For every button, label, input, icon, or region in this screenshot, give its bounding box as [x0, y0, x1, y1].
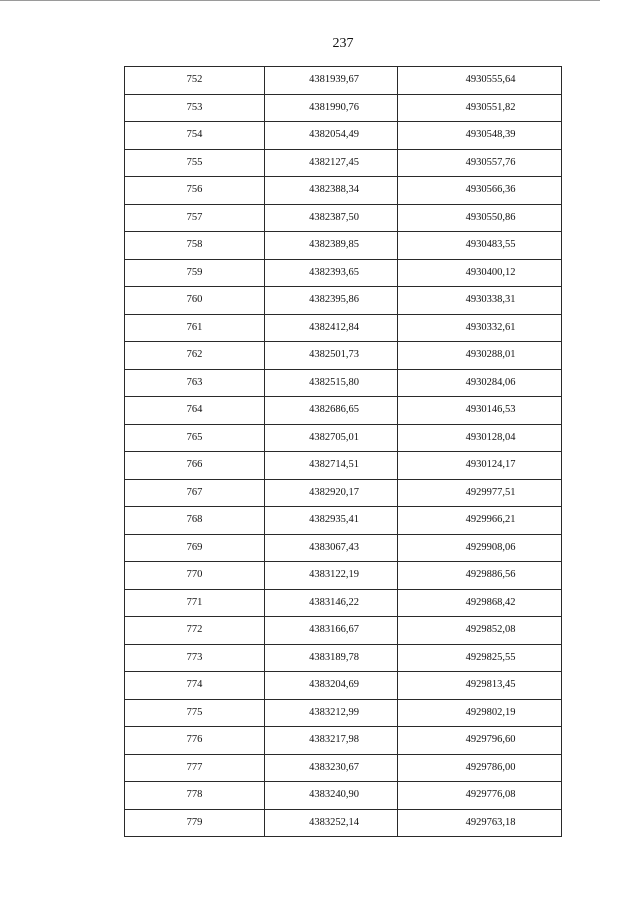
table-row	[125, 562, 562, 590]
point-number-cell: 767	[125, 479, 265, 507]
y-coordinate-cell: 4930288,01	[398, 342, 562, 370]
y-coordinate-cell: 4930332,61	[398, 314, 562, 342]
x-coordinate-cell: 4383204,69	[265, 672, 398, 700]
x-coordinate-cell: 4382395,86	[265, 287, 398, 315]
point-number-cell: 761	[125, 314, 265, 342]
x-coordinate-cell: 4383067,43	[265, 534, 398, 562]
table-row	[125, 232, 562, 260]
point-number-cell: 762	[125, 342, 265, 370]
table-row	[125, 809, 562, 837]
x-coordinate-cell: 4382388,34	[265, 177, 398, 205]
x-coordinate-cell: 4383166,67	[265, 617, 398, 645]
point-number-cell: 769	[125, 534, 265, 562]
table-row	[125, 589, 562, 617]
x-coordinate-cell: 4382127,45	[265, 149, 398, 177]
table-row	[125, 94, 562, 122]
point-number-cell: 752	[125, 67, 265, 95]
table-row	[125, 259, 562, 287]
x-coordinate-cell: 4383122,19	[265, 562, 398, 590]
table-row	[125, 479, 562, 507]
x-coordinate-cell: 4383252,14	[265, 809, 398, 837]
point-number-cell: 777	[125, 754, 265, 782]
table-row	[125, 534, 562, 562]
x-coordinate-cell: 4383146,22	[265, 589, 398, 617]
x-coordinate-cell: 4382389,85	[265, 232, 398, 260]
point-number-cell: 778	[125, 782, 265, 810]
table-row	[125, 782, 562, 810]
table-row	[125, 177, 562, 205]
y-coordinate-cell: 4930146,53	[398, 397, 562, 425]
y-coordinate-cell: 4930551,82	[398, 94, 562, 122]
y-coordinate-cell: 4929966,21	[398, 507, 562, 535]
x-coordinate-cell: 4382935,41	[265, 507, 398, 535]
point-number-cell: 766	[125, 452, 265, 480]
top-rule	[0, 0, 600, 1]
x-coordinate-cell: 4382714,51	[265, 452, 398, 480]
y-coordinate-cell: 4929796,60	[398, 727, 562, 755]
x-coordinate-cell: 4383189,78	[265, 644, 398, 672]
point-number-cell: 763	[125, 369, 265, 397]
y-coordinate-cell: 4930128,04	[398, 424, 562, 452]
point-number-cell: 768	[125, 507, 265, 535]
point-number-cell: 770	[125, 562, 265, 590]
x-coordinate-cell: 4382920,17	[265, 479, 398, 507]
point-number-cell: 774	[125, 672, 265, 700]
y-coordinate-cell: 4929886,56	[398, 562, 562, 590]
y-coordinate-cell: 4930284,06	[398, 369, 562, 397]
table-row	[125, 617, 562, 645]
x-coordinate-cell: 4383230,67	[265, 754, 398, 782]
x-coordinate-cell: 4382054,49	[265, 122, 398, 150]
x-coordinate-cell: 4381990,76	[265, 94, 398, 122]
y-coordinate-cell: 4929908,06	[398, 534, 562, 562]
table-row	[125, 314, 562, 342]
point-number-cell: 757	[125, 204, 265, 232]
x-coordinate-cell: 4382501,73	[265, 342, 398, 370]
y-coordinate-cell: 4930483,55	[398, 232, 562, 260]
table-row	[125, 149, 562, 177]
table-row	[125, 424, 562, 452]
table-row	[125, 397, 562, 425]
table-row	[125, 369, 562, 397]
y-coordinate-cell: 4930400,12	[398, 259, 562, 287]
point-number-cell: 760	[125, 287, 265, 315]
table-row	[125, 672, 562, 700]
point-number-cell: 754	[125, 122, 265, 150]
y-coordinate-cell: 4929868,42	[398, 589, 562, 617]
point-number-cell: 764	[125, 397, 265, 425]
y-coordinate-cell: 4929786,00	[398, 754, 562, 782]
x-coordinate-cell: 4383240,90	[265, 782, 398, 810]
y-coordinate-cell: 4930548,39	[398, 122, 562, 150]
table-row	[125, 287, 562, 315]
table-row	[125, 699, 562, 727]
coordinates-table	[124, 66, 562, 837]
x-coordinate-cell: 4382393,65	[265, 259, 398, 287]
table-row	[125, 452, 562, 480]
table-row	[125, 342, 562, 370]
x-coordinate-cell: 4382705,01	[265, 424, 398, 452]
point-number-cell: 755	[125, 149, 265, 177]
point-number-cell: 765	[125, 424, 265, 452]
x-coordinate-cell: 4381939,67	[265, 67, 398, 95]
point-number-cell: 758	[125, 232, 265, 260]
table-row	[125, 507, 562, 535]
point-number-cell: 759	[125, 259, 265, 287]
y-coordinate-cell: 4930555,64	[398, 67, 562, 95]
y-coordinate-cell: 4929763,18	[398, 809, 562, 837]
table-row	[125, 122, 562, 150]
x-coordinate-cell: 4382387,50	[265, 204, 398, 232]
x-coordinate-cell: 4382686,65	[265, 397, 398, 425]
x-coordinate-cell: 4382515,80	[265, 369, 398, 397]
y-coordinate-cell: 4930557,76	[398, 149, 562, 177]
point-number-cell: 775	[125, 699, 265, 727]
y-coordinate-cell: 4929813,45	[398, 672, 562, 700]
x-coordinate-cell: 4383217,98	[265, 727, 398, 755]
point-number-cell: 771	[125, 589, 265, 617]
table-row	[125, 727, 562, 755]
table-row	[125, 67, 562, 95]
table-row	[125, 204, 562, 232]
page-number: 237	[332, 36, 354, 51]
point-number-cell: 773	[125, 644, 265, 672]
y-coordinate-cell: 4930124,17	[398, 452, 562, 480]
y-coordinate-cell: 4930550,86	[398, 204, 562, 232]
y-coordinate-cell: 4929977,51	[398, 479, 562, 507]
y-coordinate-cell: 4929825,55	[398, 644, 562, 672]
x-coordinate-cell: 4382412,84	[265, 314, 398, 342]
point-number-cell: 756	[125, 177, 265, 205]
point-number-cell: 772	[125, 617, 265, 645]
x-coordinate-cell: 4383212,99	[265, 699, 398, 727]
point-number-cell: 779	[125, 809, 265, 837]
y-coordinate-cell: 4929776,08	[398, 782, 562, 810]
point-number-cell: 776	[125, 727, 265, 755]
y-coordinate-cell: 4929802,19	[398, 699, 562, 727]
table-row	[125, 754, 562, 782]
table-row	[125, 644, 562, 672]
y-coordinate-cell: 4930338,31	[398, 287, 562, 315]
coordinates-table-body	[125, 67, 562, 837]
y-coordinate-cell: 4930566,36	[398, 177, 562, 205]
y-coordinate-cell: 4929852,08	[398, 617, 562, 645]
point-number-cell: 753	[125, 94, 265, 122]
